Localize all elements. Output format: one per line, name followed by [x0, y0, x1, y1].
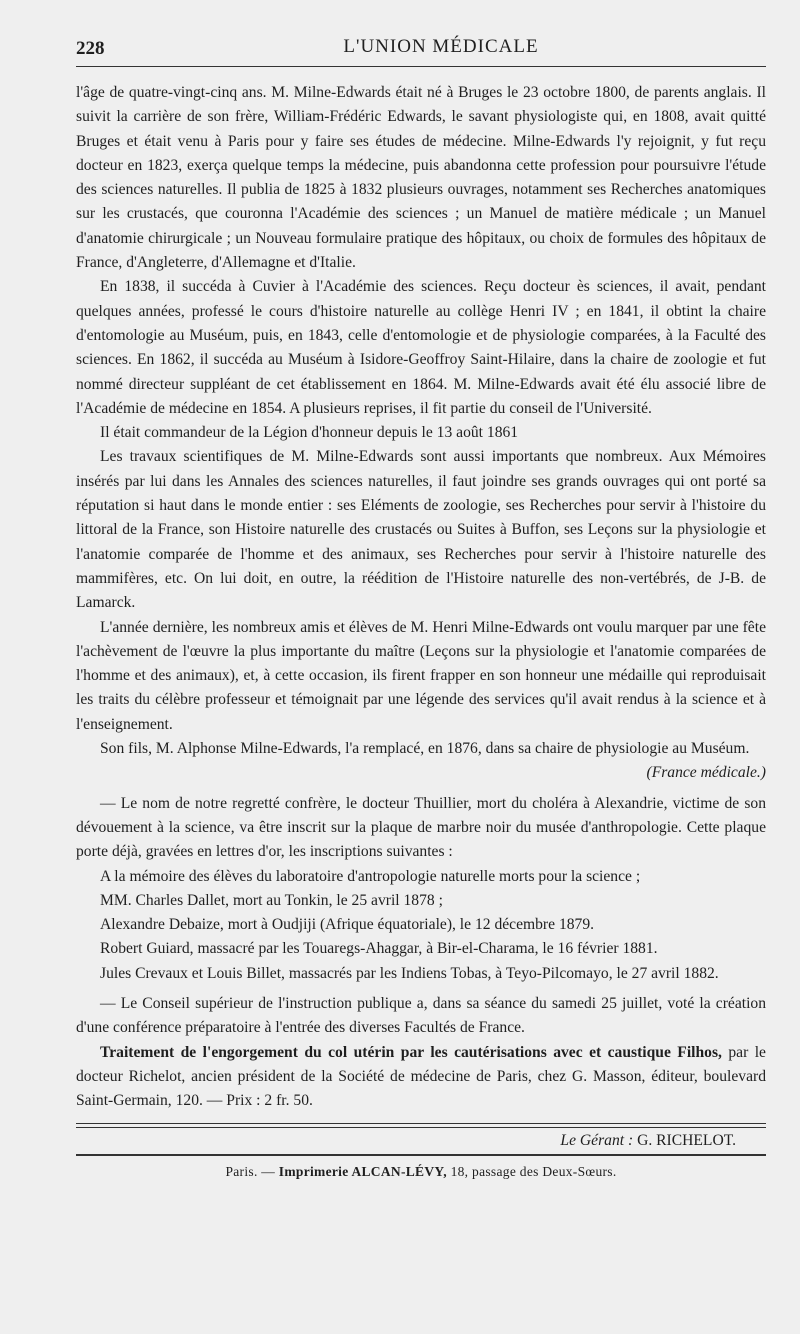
announcement-text: par le docteur Richelot, ancien président de la Société de médecine de Paris, chez G. Masson, éditeur, boulevard Saint-Germain, 120. — Prix : 2 fr. 50.	[76, 1043, 766, 1110]
book-announcement	[76, 1041, 766, 1114]
gerant-label: Le Gérant :	[560, 1132, 634, 1150]
paragraph-6-text: Son fils, M. Alphonse Milne-Edwards, l'a remplacé, en 1876, dans sa chaire de physiologie au Muséum.	[100, 740, 750, 758]
paragraph-3: Il était commandeur de la Légion d'honneur depuis le 13 août 1861	[100, 424, 519, 442]
footer-rule	[76, 1123, 766, 1128]
thuillier-intro: — Le nom de notre regretté confrère, le docteur Thuillier, mort du choléra à Alexandrie, victime de son dévouement à la science, va être inscrit sur la plaque de marbre noir du musée d'anthropologie. Cette plaque porte déjà, gravées en lettres d'or, les inscriptions suivantes :	[76, 794, 766, 861]
paragraph-2: En 1838, il succéda à Cuvier à l'Académie des sciences. Reçu docteur ès sciences, il avait, pendant quelques années, professé le cours d'histoire naturelle au collège Henri IV ; en 1841, il obtint la chaire d'entomologie au Muséum, puis, en 1843, celle d'entomologie et de physiologie comparées, à la Faculté des sciences. En 1862, il succéda au Muséum à Isidore-Geoffroy Saint-Hilaire, dans la chaire de zoologie et fut nommé directeur suppléant de cet établissement en 1864. M. Milne-Edwards avait été élu associé libre de l'Académie de médecine en 1854. A plusieurs reprises, il fit partie du conseil de l'Université.	[76, 278, 766, 417]
inscription-1: A la mémoire des élèves du laboratoire d'antropologie naturelle morts pour la science ;	[100, 867, 641, 885]
inscription-5: Jules Crevaux et Louis Billet, massacrés par les Indiens Tobas, à Teyo-Pilcomayo, le 27 avril 1882.	[100, 964, 719, 982]
imprint-address: 18, passage des Deux-Sœurs.	[450, 1164, 617, 1180]
imprint-printer: Imprimerie ALCAN-LÉVY,	[278, 1164, 447, 1180]
conseil-note: — Le Conseil supérieur de l'instruction publique a, dans sa séance du samedi 25 juillet, voté la création d'une conférence préparatoire à l'entrée des diverses Facultés de France.	[76, 994, 766, 1037]
page-header	[76, 30, 766, 67]
paragraph-5: L'année dernière, les nombreux amis et élèves de M. Henri Milne-Edwards ont voulu marquer par une fête l'achèvement de l'œuvre la plus importante du maître (Leçons sur la physiologie et l'anatomie comparées de l'homme et des animaux), et, à cette occasion, ils firent frapper en son honneur une médaille qui reproduisait les traits du célèbre professeur et témoignait par une légende des services qu'il avait rendus à la science et à l'enseignement.	[76, 618, 766, 733]
paragraph-4: Les travaux scientifiques de M. Milne-Edwards sont aussi importants que nombreux. Aux Mémoires insérés par lui dans les Annales des sciences naturelles, il faut joindre ses grands ouvrages qui ont porté sa réputation si haut dans le monde entier : ses Eléments de zoologie, ses Recherches pour servir à l'histoire du littoral de la France, son Histoire naturelle des crustacés ou Suites à Buffon, ses Leçons sur la physiologie et l'anatomie comparée de l'homme et des animaux, ses Recherches pour servir à l'histoire naturelle des mammifères, etc. On lui doit, en outre, la réédition de l'Histoire naturelle des non-vertébrés, de J-B. de Lamarck.	[76, 448, 766, 612]
imprint-city: Paris. —	[225, 1164, 276, 1180]
inscription-2: MM. Charles Dallet, mort au Tonkin, le 25 avril 1878 ;	[100, 891, 443, 909]
imprint-line	[76, 1164, 766, 1180]
gerant-name: G. RICHELOT.	[637, 1132, 736, 1150]
page-number: 228	[76, 38, 105, 59]
source-citation: (France médicale.)	[646, 764, 766, 782]
inscription-3: Alexandre Debaize, mort à Oudjiji (Afrique équatoriale), le 12 décembre 1879.	[100, 916, 595, 934]
bottom-rule	[76, 1154, 766, 1156]
inscription-4: Robert Guiard, massacré par les Touaregs-Ahaggar, à Bir-el-Charama, le 16 février 1881.	[100, 940, 658, 958]
gerant-line	[76, 1132, 766, 1150]
article-body	[76, 81, 766, 1113]
paragraph-6	[76, 737, 766, 782]
running-head: L'UNION MÉDICALE	[343, 36, 539, 57]
paragraph-1: l'âge de quatre-vingt-cinq ans. M. Milne-Edwards était né à Bruges le 23 octobre 1800, de parents anglais. Il suivit la carrière de son frère, William-Frédéric Edwards, le savant physiologiste qui, en 1808, avait quitté Bruges et était venu à Paris pour y faire ses études de médecine. Milne-Edwards l'y rejoignit, y fut reçu docteur en 1823, exerça quelque temps la médecine, puis abandonna cette profession pour poursuivre l'étude des sciences naturelles. Il publia de 1825 à 1832 plusieurs ouvrages, notamment ses Recherches anatomiques sur les crustacés, que couronna l'Académie des sciences ; un Manuel de matière médicale ; un Manuel d'anatomie chirurgicale ; un Nouveau formulaire pratique des hôpitaux, ou choix de formules des hôpitaux de France, d'Angleterre, d'Allemagne et d'Italie.	[76, 84, 766, 272]
announcement-title: Traitement de l'engorgement du col utérin par les cautérisations avec et caustique Filhos,	[100, 1043, 722, 1061]
